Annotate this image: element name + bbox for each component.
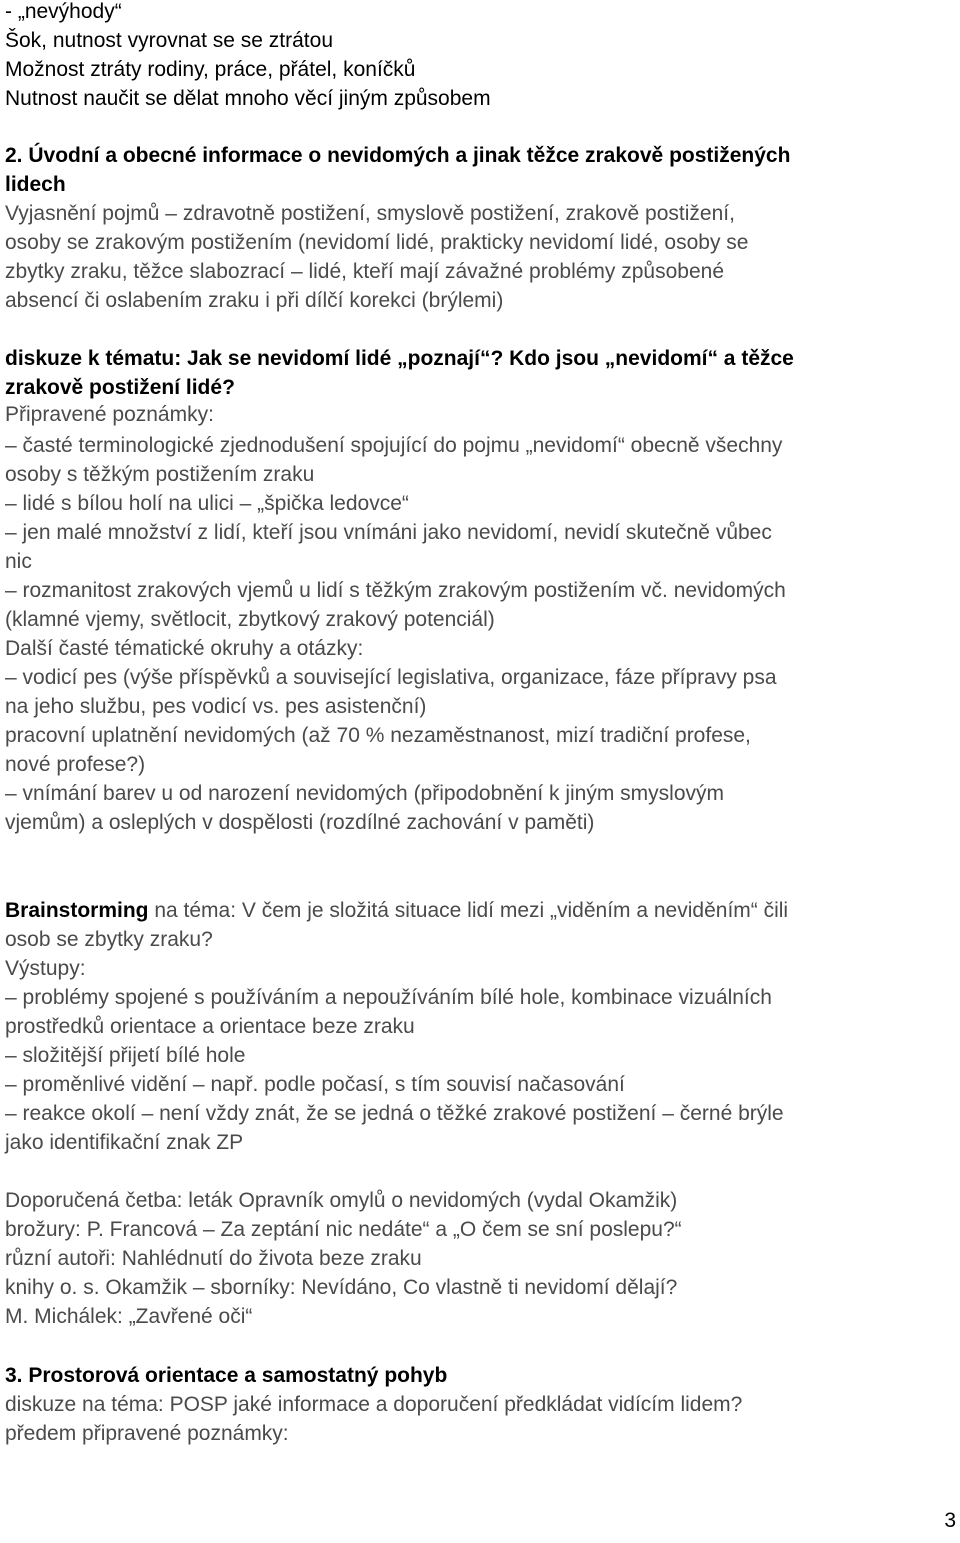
- page-number: 3: [944, 1509, 956, 1532]
- section-3-line: diskuze na téma: POSP jaké informace a doporučení předkládat vidícím lidem?: [5, 1393, 743, 1416]
- definition-line: osoby se zrakovým postižením (nevidomí lidé, prakticky nevidomí lidé, osoby se: [5, 231, 749, 254]
- definition-line: absencí či oslabením zraku i při dílčí korekci (brýlemi): [5, 289, 504, 312]
- brainstorming-topic-cont: osob se zbytky zraku?: [5, 928, 213, 951]
- brainstorming-label: Brainstorming: [5, 899, 149, 922]
- disadvantages-heading: - „nevýhody“: [5, 0, 122, 23]
- reading-line: různí autoři: Nahlédnutí do života beze zraku: [5, 1247, 422, 1270]
- list-item: Možnost ztráty rodiny, práce, přátel, koníčků: [5, 58, 416, 81]
- section-2-title-cont: lidech: [5, 173, 66, 196]
- section-2-title: 2. Úvodní a obecné informace o nevidomých a jinak těžce zrakově postižených: [5, 144, 791, 167]
- topic-line: na jeho službu, pes vodicí vs. pes asistenční): [5, 695, 427, 718]
- topics-label: Další časté tématické okruhy a otázky:: [5, 637, 364, 660]
- note-line: – lidé s bílou holí na ulici – „špička ledovce“: [5, 492, 409, 515]
- output-line: – složitější přijetí bílé hole: [5, 1044, 246, 1067]
- output-line: – proměnlivé vidění – např. podle počasí, s tím souvisí načasování: [5, 1073, 625, 1096]
- topic-line: – vodicí pes (výše příspěvků a související legislativa, organizace, fáze přípravy psa: [5, 666, 777, 689]
- reading-line: knihy o. s. Okamžik – sborníky: Nevídáno, Co vlastně ti nevidomí dělají?: [5, 1276, 678, 1299]
- note-line: – jen malé množství z lidí, kteří jsou vnímáni jako nevidomí, nevidí skutečně vůbec: [5, 521, 772, 544]
- topic-line: – vnímání barev u od narození nevidomých (připodobnění k jiným smyslovým: [5, 782, 725, 805]
- outputs-label: Výstupy:: [5, 957, 86, 980]
- output-line: jako identifikační znak ZP: [5, 1131, 244, 1154]
- brainstorming-topic: na téma: V čem je složitá situace lidí mezi „viděním a neviděním“ čili: [148, 899, 789, 922]
- list-item: Šok, nutnost vyrovnat se se ztrátou: [5, 29, 334, 52]
- brainstorming-line: [5, 898, 788, 924]
- discussion-heading: diskuze k tématu: Jak se nevidomí lidé „poznají“? Kdo jsou „nevidomí“ a těžce: [5, 347, 794, 370]
- note-line: osoby s těžkým postižením zraku: [5, 463, 315, 486]
- reading-line: Doporučená četba: leták Opravník omylů o nevidomých (vydal Okamžik): [5, 1189, 678, 1212]
- topic-line: nové profese?): [5, 753, 146, 776]
- reading-line: M. Michálek: „Zavřené oči“: [5, 1305, 253, 1328]
- output-line: prostředků orientace a orientace beze zraku: [5, 1015, 415, 1038]
- output-line: – reakce okolí – není vždy znát, že se jedná o těžké zrakové postižení – černé brýle: [5, 1102, 784, 1125]
- note-line: – rozmanitost zrakových vjemů u lidí s těžkým zrakovým postižením vč. nevidomých: [5, 579, 786, 602]
- list-item: Nutnost naučit se dělat mnoho věcí jiným způsobem: [5, 87, 491, 110]
- section-3-line: předem připravené poznámky:: [5, 1422, 289, 1445]
- note-line: (klamné vjemy, světlocit, zbytkový zrakový potenciál): [5, 608, 495, 631]
- output-line: – problémy spojené s používáním a nepoužíváním bílé hole, kombinace vizuálních: [5, 986, 772, 1009]
- notes-label: Připravené poznámky:: [5, 403, 214, 426]
- note-line: – časté terminologické zjednodušení spojující do pojmu „nevidomí“ obecně všechny: [5, 434, 783, 457]
- topic-line: vjemům) a osleplých v dospělosti (rozdílné zachování v paměti): [5, 811, 595, 834]
- reading-line: brožury: P. Francová – Za zeptání nic nedáte“ a „O čem se sní poslepu?“: [5, 1218, 682, 1241]
- topic-line: pracovní uplatnění nevidomých (až 70 % nezaměstnanost, mizí tradiční profese,: [5, 724, 751, 747]
- note-line: nic: [5, 550, 32, 573]
- definition-line: zbytky zraku, těžce slabozrací – lidé, kteří mají závažné problémy způsobené: [5, 260, 725, 283]
- discussion-heading-cont: zrakově postižení lidé?: [5, 376, 235, 399]
- section-3-title: 3. Prostorová orientace a samostatný pohyb: [5, 1364, 448, 1387]
- definition-line: Vyjasnění pojmů – zdravotně postižení, smyslově postižení, zrakově postižení,: [5, 202, 735, 225]
